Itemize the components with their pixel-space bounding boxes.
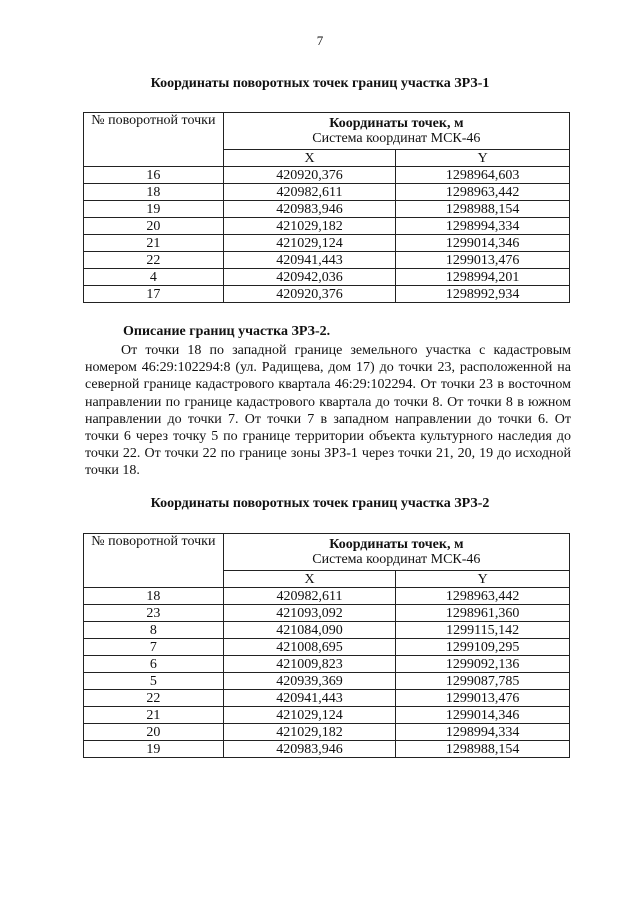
column-header-point: № поворотной точки bbox=[84, 534, 224, 588]
coords-title: Координаты точек, м bbox=[329, 537, 464, 552]
coords-title: Координаты точек, м bbox=[329, 116, 464, 131]
section2-title: Описание границ участка ЗРЗ-2. bbox=[123, 324, 331, 339]
page-number: 7 bbox=[316, 33, 324, 48]
y-cell: 1298994,334 bbox=[396, 724, 570, 741]
point-cell: 21 bbox=[84, 235, 224, 252]
y-cell: 1298988,154 bbox=[396, 201, 570, 218]
point-cell: 19 bbox=[84, 201, 224, 218]
table-row bbox=[84, 707, 570, 724]
y-cell: 1299109,295 bbox=[396, 639, 570, 656]
x-cell: 421084,090 bbox=[223, 622, 396, 639]
y-cell: 1298964,603 bbox=[396, 167, 570, 184]
table-row bbox=[84, 201, 570, 218]
y-cell: 1299014,346 bbox=[396, 707, 570, 724]
table-body bbox=[84, 588, 570, 758]
point-cell: 20 bbox=[84, 724, 224, 741]
x-cell: 420983,946 bbox=[223, 741, 396, 758]
y-cell: 1299014,346 bbox=[396, 235, 570, 252]
table-row bbox=[84, 252, 570, 269]
table-row bbox=[84, 286, 570, 303]
y-cell: 1298994,334 bbox=[396, 218, 570, 235]
x-cell: 420920,376 bbox=[223, 167, 396, 184]
point-cell: 17 bbox=[84, 286, 224, 303]
point-cell: 5 bbox=[84, 673, 224, 690]
column-header-coords bbox=[223, 534, 569, 571]
y-cell: 1298988,154 bbox=[396, 741, 570, 758]
point-cell: 22 bbox=[84, 252, 224, 269]
table-row bbox=[84, 184, 570, 201]
table-body bbox=[84, 167, 570, 303]
x-cell: 421029,124 bbox=[223, 235, 396, 252]
table-row bbox=[84, 724, 570, 741]
table2-heading: Координаты поворотных точек границ участка ЗРЗ-2 bbox=[150, 496, 490, 511]
x-cell: 420941,443 bbox=[223, 690, 396, 707]
table-row bbox=[84, 218, 570, 235]
table-row bbox=[84, 605, 570, 622]
y-cell: 1299087,785 bbox=[396, 673, 570, 690]
section2-description: От точки 18 по западной границе земельного участка с кадастровым номером 46:29:102294:8 (ул. Радищева, дом 17) до точки 23, расположенной на северной границе кадастрового квартала 46:29:102294. От точки 23 в восточном направлении по границе кадастрового квартала до точки 8. От точки 8 в южном направлении до точки 7. От точки 7 в западном направлении до точки 6. От точки 6 через точку 5 по границе территории объекта культурного наследия до точки 22. От точки 22 по границе зоны ЗРЗ-1 через точки 21, 20, 19 до исходной точки 18. bbox=[85, 343, 571, 479]
table-row bbox=[84, 639, 570, 656]
x-cell: 421029,124 bbox=[223, 707, 396, 724]
column-header-x: X bbox=[223, 150, 396, 167]
point-cell: 19 bbox=[84, 741, 224, 758]
x-cell: 420982,611 bbox=[223, 588, 396, 605]
column-header-y: Y bbox=[396, 150, 570, 167]
column-header-point: № поворотной точки bbox=[84, 113, 224, 167]
x-cell: 420982,611 bbox=[223, 184, 396, 201]
point-cell: 21 bbox=[84, 707, 224, 724]
y-cell: 1299115,142 bbox=[396, 622, 570, 639]
y-cell: 1298992,934 bbox=[396, 286, 570, 303]
table-row bbox=[84, 167, 570, 184]
column-header-y: Y bbox=[396, 571, 570, 588]
point-cell: 8 bbox=[84, 622, 224, 639]
x-cell: 420920,376 bbox=[223, 286, 396, 303]
y-cell: 1299013,476 bbox=[396, 690, 570, 707]
y-cell: 1298963,442 bbox=[396, 588, 570, 605]
point-cell: 20 bbox=[84, 218, 224, 235]
x-cell: 421029,182 bbox=[223, 724, 396, 741]
point-cell: 6 bbox=[84, 656, 224, 673]
point-cell: 22 bbox=[84, 690, 224, 707]
x-cell: 420941,443 bbox=[223, 252, 396, 269]
coords-system: Система координат МСК-46 bbox=[312, 552, 481, 567]
column-header-x: X bbox=[223, 571, 396, 588]
point-cell: 18 bbox=[84, 588, 224, 605]
x-cell: 421029,182 bbox=[223, 218, 396, 235]
x-cell: 421009,823 bbox=[223, 656, 396, 673]
table-row bbox=[84, 269, 570, 286]
coordinates-table-zrz2 bbox=[83, 533, 570, 758]
column-header-coords bbox=[223, 113, 569, 150]
y-cell: 1298994,201 bbox=[396, 269, 570, 286]
point-cell: 7 bbox=[84, 639, 224, 656]
point-cell: 23 bbox=[84, 605, 224, 622]
point-cell: 16 bbox=[84, 167, 224, 184]
table-row bbox=[84, 690, 570, 707]
y-cell: 1299092,136 bbox=[396, 656, 570, 673]
y-cell: 1298961,360 bbox=[396, 605, 570, 622]
x-cell: 420983,946 bbox=[223, 201, 396, 218]
table-row bbox=[84, 741, 570, 758]
table-row bbox=[84, 673, 570, 690]
coordinates-table-zrz1 bbox=[83, 112, 570, 303]
y-cell: 1299013,476 bbox=[396, 252, 570, 269]
point-cell: 18 bbox=[84, 184, 224, 201]
y-cell: 1298963,442 bbox=[396, 184, 570, 201]
x-cell: 420942,036 bbox=[223, 269, 396, 286]
table-row bbox=[84, 235, 570, 252]
x-cell: 421093,092 bbox=[223, 605, 396, 622]
x-cell: 421008,695 bbox=[223, 639, 396, 656]
table-row bbox=[84, 656, 570, 673]
coords-system: Система координат МСК-46 bbox=[312, 131, 481, 146]
table1-heading: Координаты поворотных точек границ участка ЗРЗ-1 bbox=[150, 76, 490, 91]
x-cell: 420939,369 bbox=[223, 673, 396, 690]
point-cell: 4 bbox=[84, 269, 224, 286]
table-row bbox=[84, 622, 570, 639]
table-row bbox=[84, 588, 570, 605]
